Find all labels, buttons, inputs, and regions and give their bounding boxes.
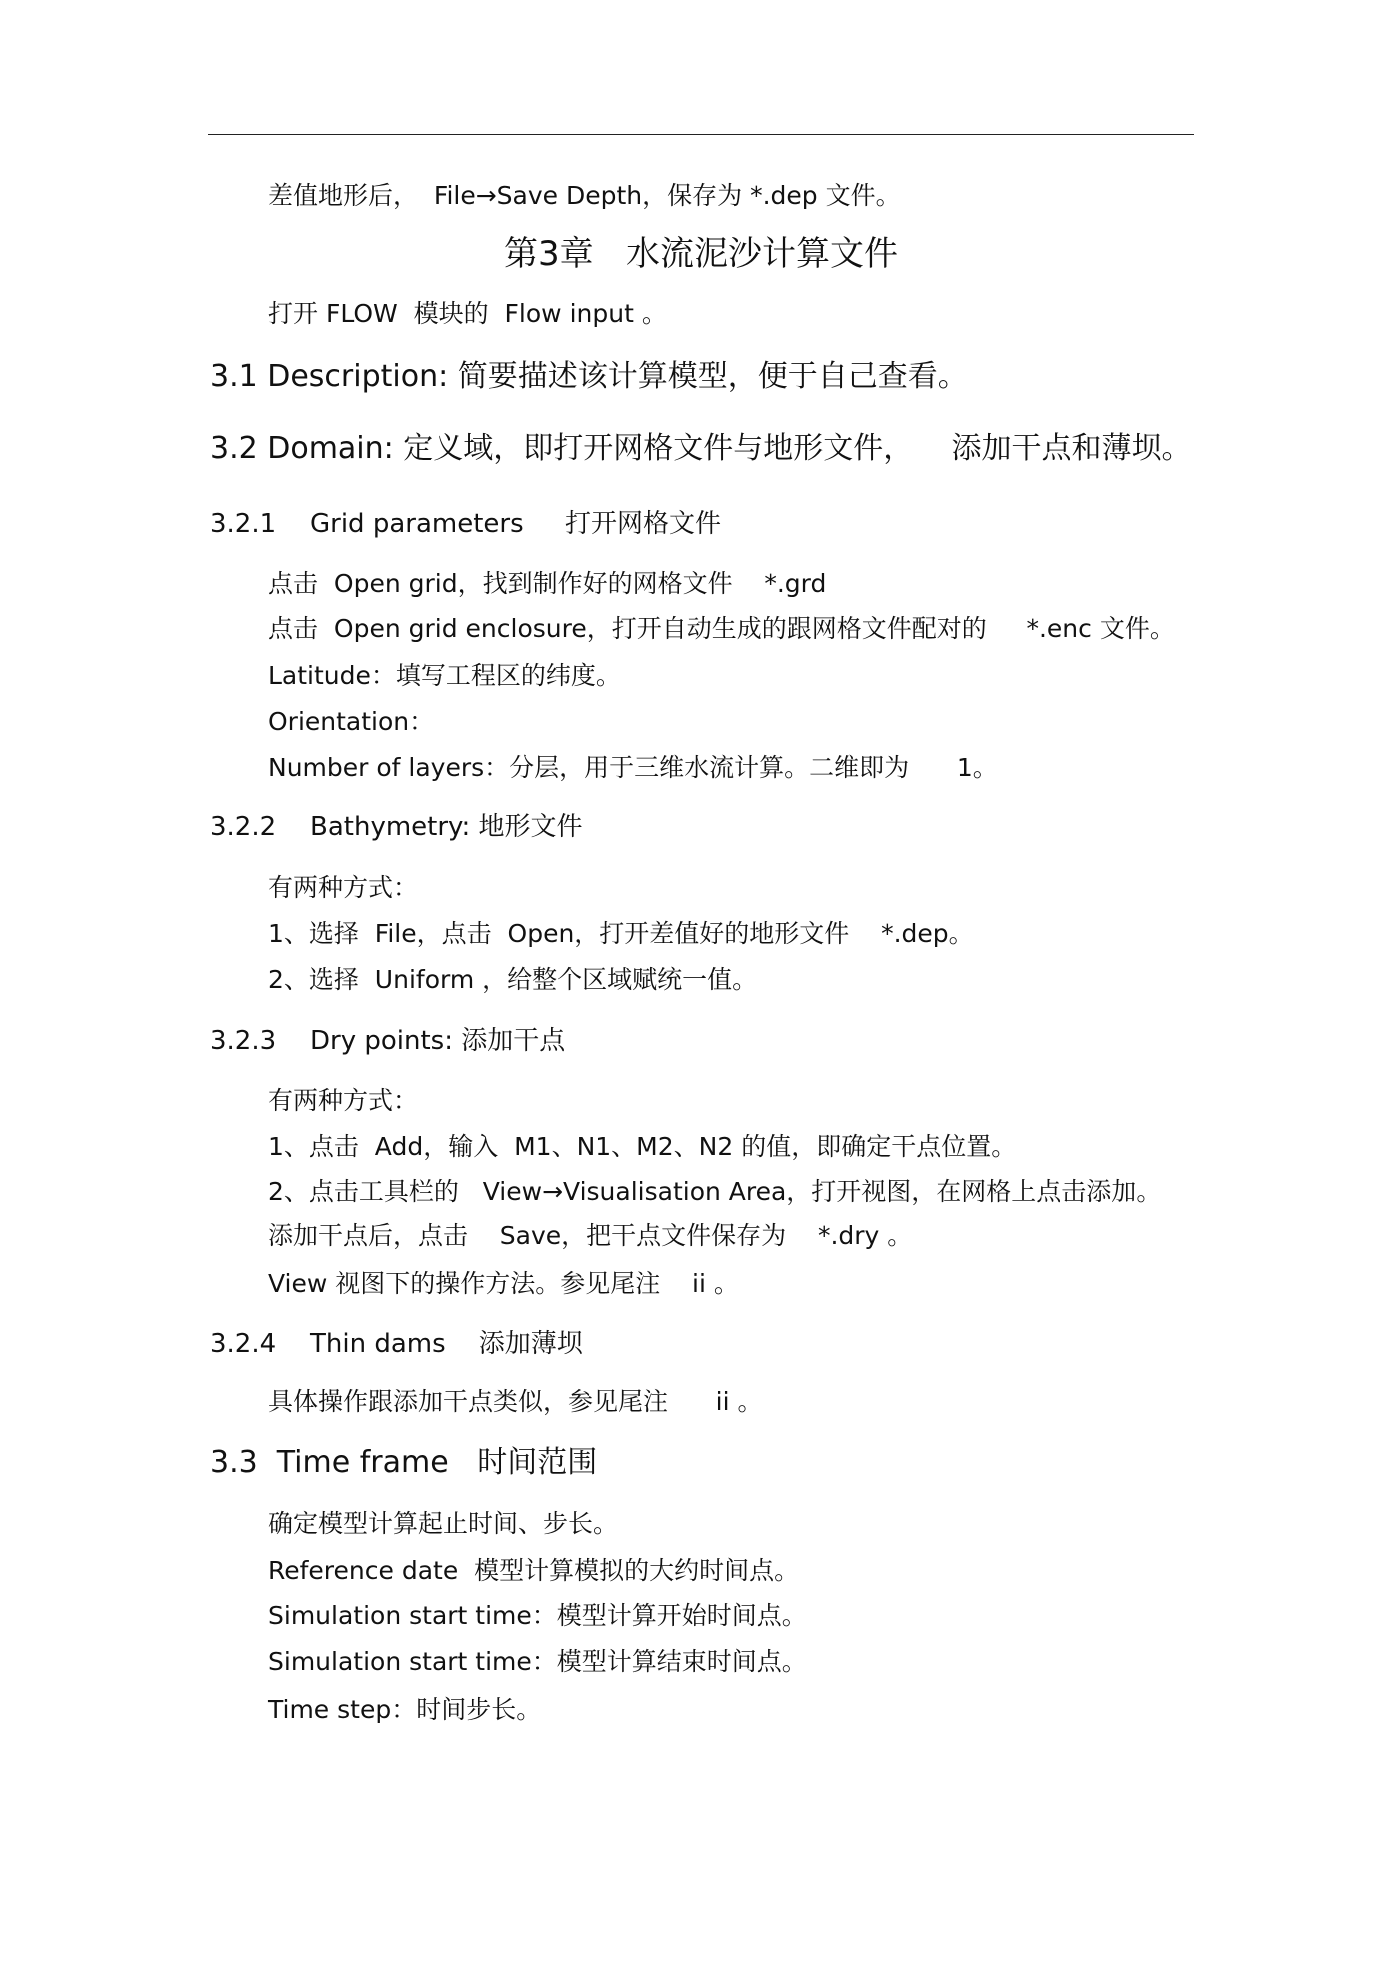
- paragraph-layers: Number of layers：分层，用于三维水流计算。二维即为 1。: [268, 753, 998, 782]
- paragraph-view-ops: View 视图下的操作方法。参见尾注 ii 。: [268, 1269, 739, 1298]
- paragraph-time-step: Time step：时间步长。: [268, 1695, 542, 1724]
- paragraph-simulation-end: Simulation start time：模型计算结束时间点。: [268, 1647, 807, 1676]
- section-3-2-2-heading: [210, 814, 583, 840]
- section-number: 3.2.4: [210, 1329, 277, 1359]
- section-3-2-4-heading: [210, 1331, 583, 1357]
- section-title: Dry points: 添加干点: [310, 1026, 566, 1056]
- paragraph-bathymetry-uniform: 2、选择 Uniform ，给整个区域赋统一值。: [268, 965, 758, 994]
- paragraph-open-flow: 打开 FLOW 模块的 Flow input 。: [268, 299, 667, 328]
- section-3-3-heading: 3.3 Time frame 时间范围: [210, 1445, 598, 1480]
- section-title: Grid parameters 打开网格文件: [310, 509, 721, 539]
- section-3-2-3-heading: [210, 1028, 565, 1054]
- paragraph-dry-view: 2、点击工具栏的 View→Visualisation Area，打开视图，在网格上点击添加。: [268, 1177, 1162, 1206]
- section-number: 3.2.2: [210, 812, 277, 842]
- paragraph-bathymetry-file: 1、选择 File，点击 Open，打开差值好的地形文件 *.dep。: [268, 919, 974, 948]
- section-3-2-1-heading: [210, 511, 721, 537]
- paragraph-reference-date: Reference date 模型计算模拟的大约时间点。: [268, 1556, 800, 1585]
- paragraph-open-grid: 点击 Open grid，找到制作好的网格文件 *.grd: [268, 569, 827, 598]
- section-number: 3.2.1: [210, 509, 277, 539]
- chapter-title: 第3章 水流泥沙计算文件: [503, 234, 899, 274]
- section-title: Thin dams 添加薄坝: [310, 1329, 583, 1359]
- paragraph-simulation-start: Simulation start time：模型计算开始时间点。: [268, 1601, 807, 1630]
- paragraph-thin-dams: 具体操作跟添加干点类似，参见尾注 ii 。: [268, 1387, 763, 1416]
- paragraph-two-ways: 有两种方式：: [268, 1086, 419, 1115]
- paragraph-save-depth: 差值地形后， File→Save Depth，保存为 *.dep 文件。: [268, 181, 901, 210]
- paragraph-open-enclosure: 点击 Open grid enclosure，打开自动生成的跟网格文件配对的 *.enc 文件。: [268, 614, 1175, 643]
- paragraph-dry-add: 1、点击 Add，输入 M1、N1、M2、N2 的值，即确定干点位置。: [268, 1132, 1017, 1161]
- paragraph-orientation: Orientation：: [268, 707, 435, 736]
- section-title: Bathymetry: 地形文件: [310, 812, 583, 842]
- section-3-2-heading: 3.2 Domain: 定义域，即打开网格文件与地形文件， 添加干点和薄坝。: [210, 431, 1192, 466]
- section-3-1-heading: 3.1 Description: 简要描述该计算模型，便于自己查看。: [210, 359, 968, 394]
- paragraph-two-ways: 有两种方式：: [268, 873, 419, 902]
- header-rule: [208, 134, 1194, 135]
- paragraph-latitude: Latitude：填写工程区的纬度。: [268, 661, 621, 690]
- paragraph-time-intro: 确定模型计算起止时间、步长。: [268, 1509, 619, 1538]
- paragraph-dry-save: 添加干点后，点击 Save，把干点文件保存为 *.dry 。: [268, 1221, 913, 1250]
- section-number: 3.2.3: [210, 1026, 277, 1056]
